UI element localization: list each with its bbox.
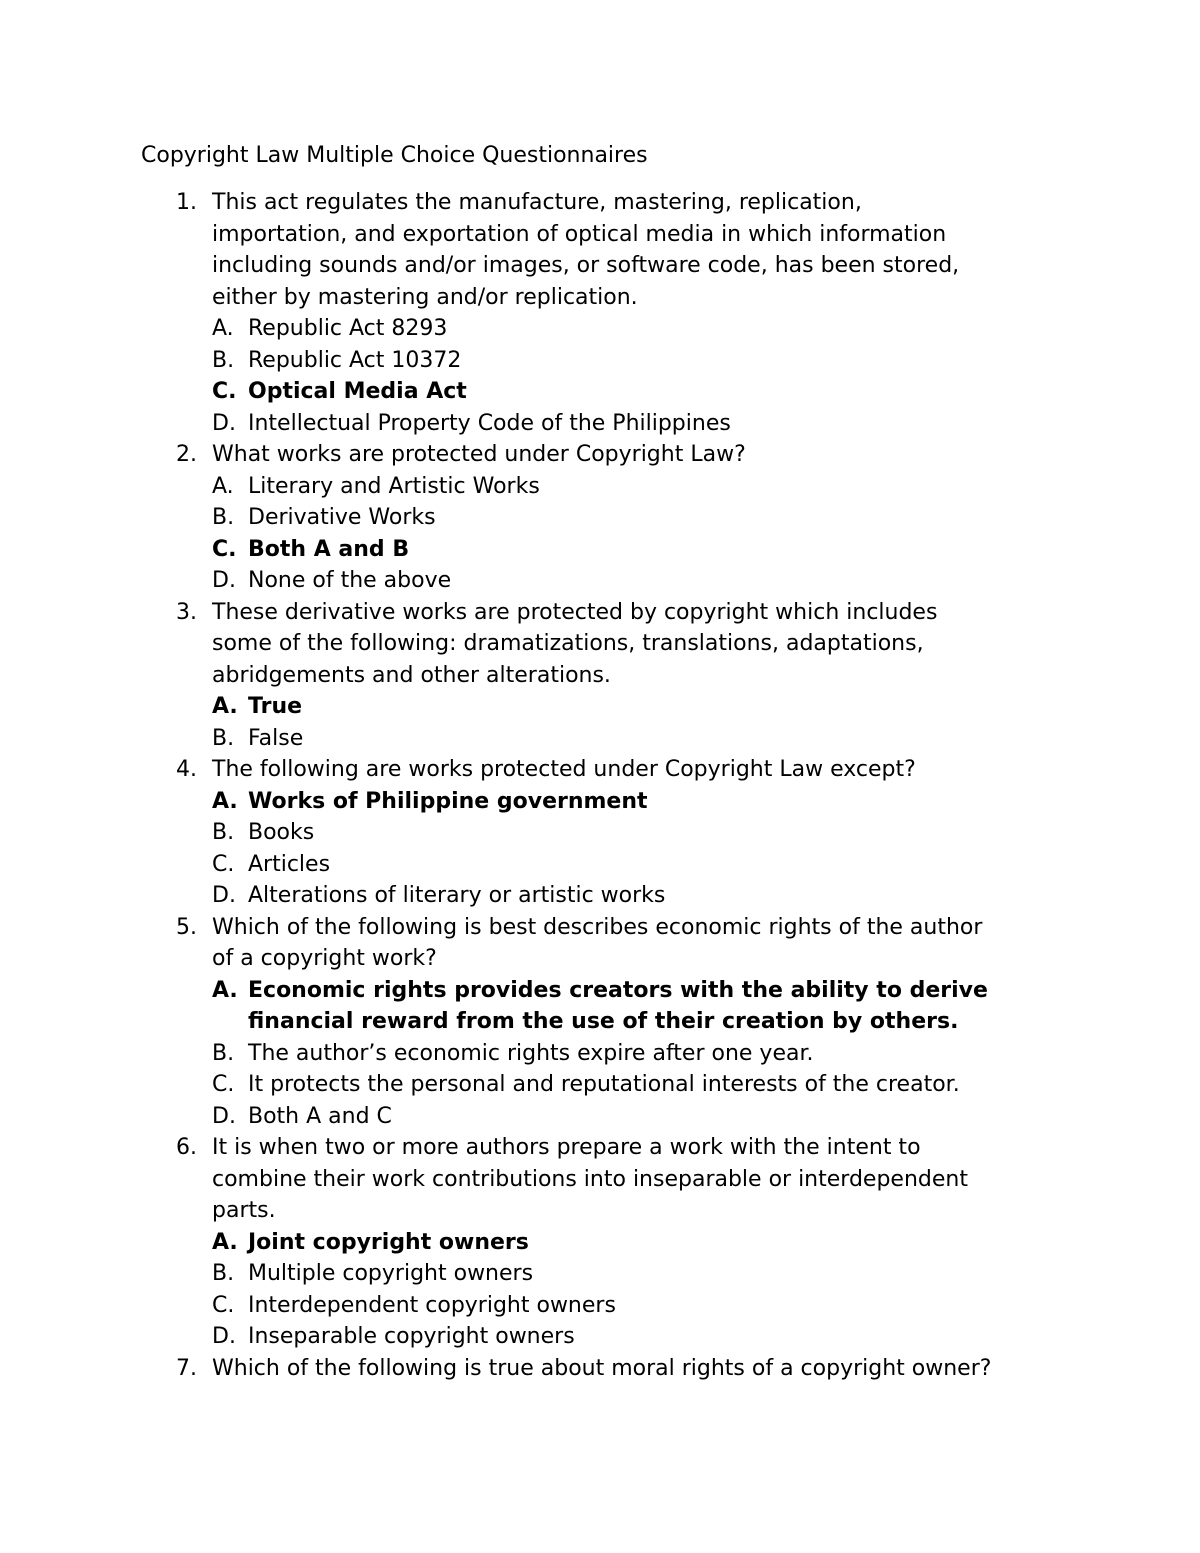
option-text: Books [248, 820, 315, 845]
option-letter: D. [212, 883, 236, 908]
answer-options [0, 471, 1200, 597]
option-text: Literary and Artistic Works [248, 473, 540, 499]
question-text-line: either by mastering and/or replication. [212, 284, 638, 310]
answer-option [212, 471, 1200, 503]
answer-option [212, 1290, 1200, 1322]
question-text [212, 597, 1072, 692]
answer-option [212, 723, 1200, 755]
option-letter: B. [212, 1261, 235, 1286]
answer-option [212, 408, 1200, 440]
option-text: Articles [248, 851, 331, 877]
question-item [0, 187, 1200, 439]
question-text-line: including sounds and/or images, or software code, has been stored, [212, 253, 960, 278]
question-item [0, 912, 1200, 1133]
option-text: Multiple copyright owners [248, 1261, 534, 1286]
question-text-line: This act regulates the manufacture, mastering, replication, [212, 190, 862, 215]
question-item [0, 754, 1200, 912]
option-text: Alterations of literary or artistic works [248, 883, 666, 908]
option-text: Interdependent copyright owners [248, 1292, 616, 1318]
option-text: False [248, 725, 304, 751]
option-text: None of the above [248, 568, 452, 593]
question-text [212, 439, 1072, 471]
question-text-line: The following are works protected under Copyright Law except? [212, 757, 916, 782]
answer-option-correct [212, 376, 1200, 408]
answer-option [212, 345, 1200, 377]
option-text: Inseparable copyright owners [248, 1324, 575, 1349]
option-letter: C. [212, 1072, 235, 1097]
question-number: 4. [176, 757, 197, 782]
option-letter: B. [212, 820, 235, 845]
option-text: Joint copyright owners [248, 1229, 529, 1255]
option-text: Intellectual Property Code of the Philippines [248, 410, 731, 436]
answer-option [212, 313, 1200, 345]
question-number: 5. [176, 914, 197, 940]
question-item [0, 1353, 1200, 1385]
option-letter: D. [212, 568, 236, 593]
option-letter: C. [212, 379, 237, 404]
question-text-line: These derivative works are protected by copyright which includes [212, 599, 938, 625]
answer-option-correct [212, 534, 1200, 566]
question-number: 2. [176, 442, 197, 467]
option-letter: C. [212, 536, 237, 562]
question-number: 1. [176, 190, 197, 215]
option-text: Republic Act 8293 [248, 316, 448, 341]
option-text: Optical Media Act [248, 379, 467, 404]
option-text: The author’s economic rights expire after one year. [248, 1040, 814, 1066]
answer-option [212, 1101, 1200, 1133]
option-text: It protects the personal and reputational interests of the creator. [248, 1072, 960, 1097]
answer-option [212, 1069, 1200, 1101]
answer-options [0, 786, 1200, 912]
question-text [212, 1132, 1072, 1227]
question-text [212, 1353, 1072, 1385]
option-letter: A. [212, 788, 238, 814]
answer-option-correct [212, 786, 1200, 818]
answer-option [212, 1038, 1200, 1070]
question-text-line: It is when two or more authors prepare a work with the intent to [212, 1135, 921, 1160]
question-text-line: of a copyright work? [212, 946, 437, 971]
question-text-line: some of the following: dramatizations, translations, adaptations, [212, 631, 924, 656]
answer-options [0, 975, 1200, 1133]
question-text-line: abridgements and other alterations. [212, 662, 611, 688]
option-letter: B. [212, 505, 235, 530]
answer-options [0, 1227, 1200, 1353]
answer-option [212, 849, 1200, 881]
question-number: 3. [176, 599, 197, 625]
option-text: Derivative Works [248, 505, 436, 530]
answer-option [212, 565, 1200, 597]
option-letter: A. [212, 473, 234, 499]
question-text [212, 754, 1072, 786]
document-title: Copyright Law Multiple Choice Questionnaires [141, 143, 648, 168]
answer-option [212, 1321, 1200, 1353]
question-text-line: Which of the following is true about moral rights of a copyright owner? [212, 1355, 992, 1381]
question-text-line: parts. [212, 1198, 276, 1223]
question-text-line: importation, and exportation of optical media in which information [212, 221, 947, 247]
question-text-line: What works are protected under Copyright Law? [212, 442, 746, 467]
option-letter: A. [212, 1229, 238, 1255]
answer-option-correct [212, 1227, 1200, 1259]
question-text [212, 187, 1072, 313]
option-letter: A. [212, 977, 238, 1003]
answer-options [0, 691, 1200, 754]
option-letter: C. [212, 851, 235, 877]
option-letter: A. [212, 694, 238, 719]
answer-option [212, 817, 1200, 849]
question-text [212, 912, 1072, 975]
answer-options [0, 313, 1200, 439]
option-letter: D. [212, 410, 236, 436]
option-letter: B. [212, 725, 235, 751]
answer-option-correct [212, 975, 1200, 1038]
question-text-line: Which of the following is best describes economic rights of the author [212, 914, 983, 940]
answer-option [212, 502, 1200, 534]
option-letter: A. [212, 316, 234, 341]
question-item [0, 1132, 1200, 1353]
answer-option [212, 880, 1200, 912]
option-letter: D. [212, 1103, 236, 1129]
option-text: True [248, 694, 303, 719]
question-list [0, 187, 1200, 1384]
option-text: Economic rights provides creators with the ability to derive [248, 977, 988, 1003]
option-letter: D. [212, 1324, 236, 1349]
option-letter: B. [212, 1040, 235, 1066]
answer-option-correct [212, 691, 1200, 723]
option-letter: B. [212, 347, 235, 373]
option-text: Works of Philippine government [248, 788, 648, 814]
option-text: Both A and B [248, 536, 410, 562]
option-text: Both A and C [248, 1103, 392, 1129]
question-item [0, 597, 1200, 755]
answer-option [212, 1258, 1200, 1290]
question-number: 6. [176, 1135, 197, 1160]
option-letter: C. [212, 1292, 235, 1318]
question-number: 7. [176, 1355, 197, 1381]
option-text: Republic Act 10372 [248, 347, 462, 373]
option-text: financial reward from the use of their creation by others. [248, 1009, 959, 1034]
question-text-line: combine their work contributions into inseparable or interdependent [212, 1166, 968, 1192]
question-item [0, 439, 1200, 597]
